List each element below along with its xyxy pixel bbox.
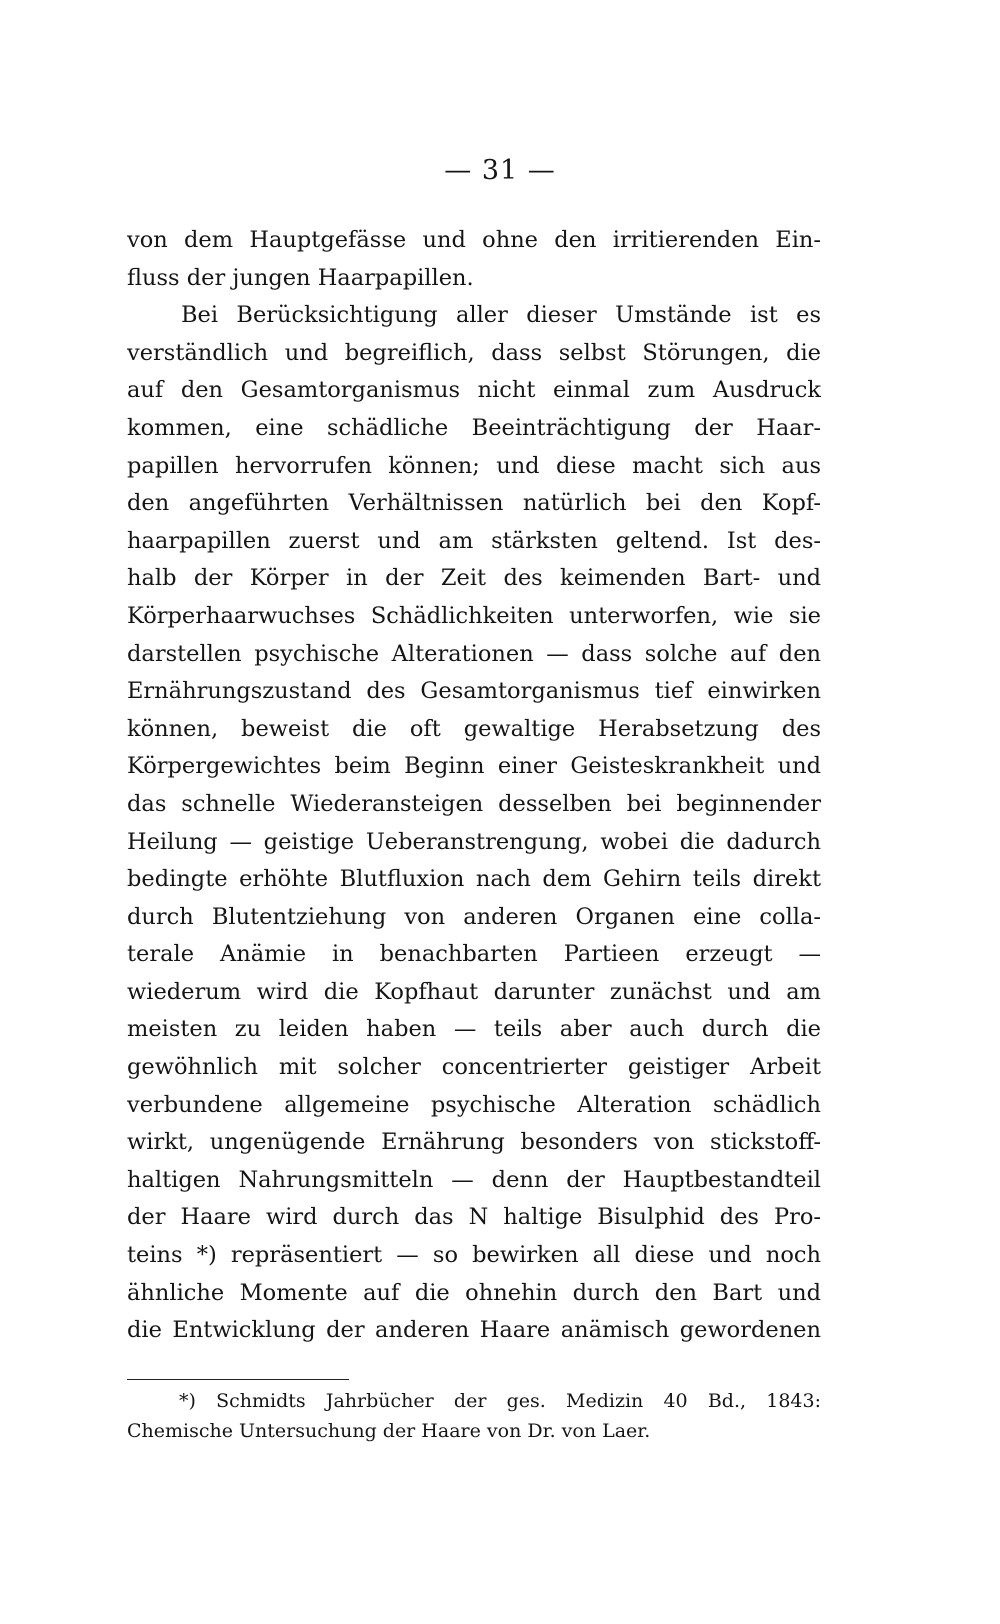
footnotes bbox=[127, 1386, 821, 1446]
text-line: Bei Berücksichtigung aller dieser Umstände ist es bbox=[181, 302, 821, 329]
text-line: Körperhaarwuchses Schädlichkeiten unterworfen, wie sie bbox=[127, 602, 821, 629]
body-text bbox=[127, 222, 821, 1350]
text-line: wiederum wird die Kopfhaut darunter zunächst und am bbox=[127, 978, 821, 1005]
text-line: wirkt, ungenügende Ernährung besonders von stickstoff- bbox=[127, 1129, 821, 1156]
footnote-line: Chemische Untersuchung der Haare von Dr. von Laer. bbox=[127, 1420, 651, 1442]
text-line: darstellen psychische Alterationen — dass solche auf den bbox=[127, 640, 821, 667]
text-line: den angeführten Verhältnissen natürlich bei den Kopf- bbox=[127, 490, 821, 517]
text-line: der Haare wird durch das N haltige Bisulphid des Pro- bbox=[127, 1204, 821, 1231]
text-line: die Entwicklung der anderen Haare anämisch gewordenen bbox=[127, 1317, 821, 1344]
text-line: verständlich und begreiflich, dass selbst Störungen, die bbox=[127, 339, 821, 366]
text-line: haltigen Nahrungsmitteln — denn der Hauptbestandteil bbox=[127, 1166, 821, 1193]
text-line: Ernährungszustand des Gesamtorganismus tief einwirken bbox=[127, 678, 821, 705]
footnote-line: *) Schmidts Jahrbücher der ges. Medizin 40 Bd., 1843: bbox=[179, 1390, 821, 1412]
text-line: können, beweist die oft gewaltige Herabsetzung des bbox=[127, 715, 821, 742]
text-line: papillen hervorrufen können; und diese macht sich aus bbox=[127, 452, 821, 479]
text-line: durch Blutentziehung von anderen Organen eine colla- bbox=[127, 903, 821, 930]
text-line: Heilung — geistige Ueberanstrengung, wobei die dadurch bbox=[127, 828, 821, 855]
text-line: das schnelle Wiederansteigen desselben bei beginnender bbox=[127, 790, 821, 817]
text-line: fluss der jungen Haarpapillen. bbox=[127, 264, 474, 291]
text-line: halb der Körper in der Zeit des keimenden Bart- und bbox=[127, 565, 821, 592]
text-line: von dem Hauptgefässe und ohne den irritierenden Ein- bbox=[127, 227, 821, 253]
text-line: teins *) repräsentiert — so bewirken all diese und noch bbox=[127, 1242, 821, 1269]
text-line: meisten zu leiden haben — teils aber auch durch die bbox=[127, 1016, 821, 1043]
text-line: haarpapillen zuerst und am stärksten geltend. Ist des- bbox=[127, 527, 821, 554]
text-line: auf den Gesamtorganismus nicht einmal zum Ausdruck bbox=[127, 377, 821, 404]
text-line: ähnliche Momente auf die ohnehin durch den Bart und bbox=[127, 1279, 821, 1306]
text-line: bedingte erhöhte Blutfluxion nach dem Gehirn teils direkt bbox=[127, 866, 821, 893]
page-number: — 31 — bbox=[444, 155, 556, 186]
text-line: kommen, eine schädliche Beeinträchtigung der Haar- bbox=[127, 414, 821, 441]
text-line: verbundene allgemeine psychische Alteration schädlich bbox=[127, 1091, 821, 1118]
text-line: terale Anämie in benachbarten Partieen erzeugt — bbox=[127, 941, 821, 968]
text-line: Körpergewichtes beim Beginn einer Geisteskrankheit und bbox=[127, 753, 821, 780]
text-line: gewöhnlich mit solcher concentrierter geistiger Arbeit bbox=[127, 1054, 821, 1081]
footnote-divider bbox=[127, 1379, 349, 1380]
